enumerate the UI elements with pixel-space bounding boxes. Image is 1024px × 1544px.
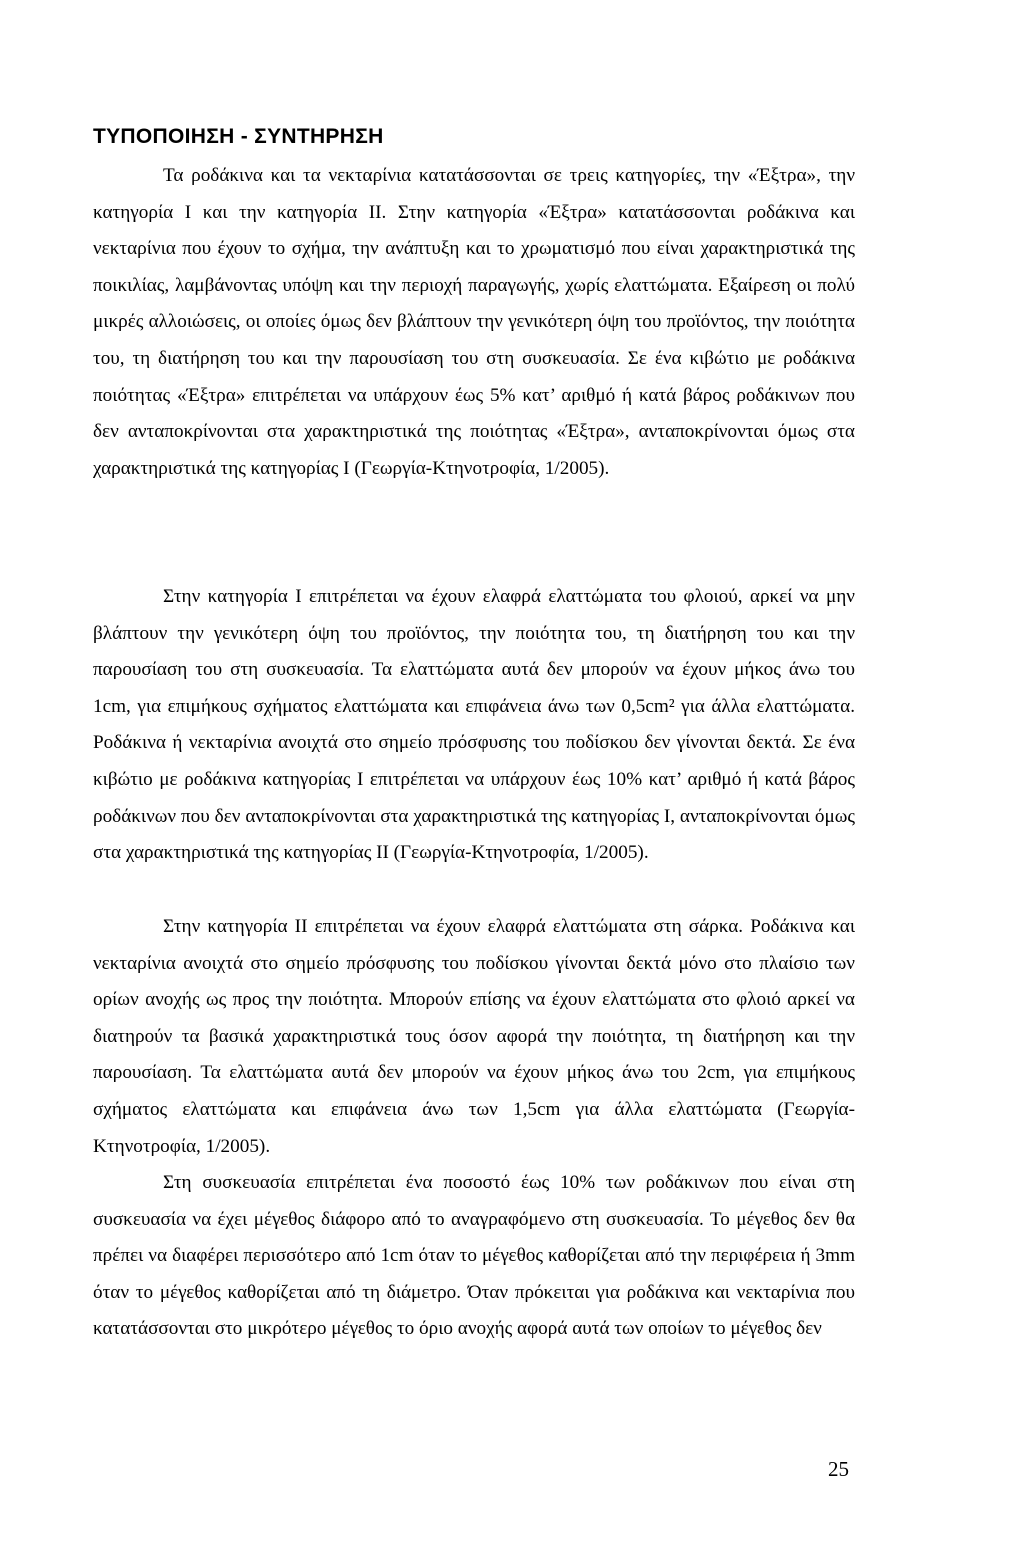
- paragraph-packaging-size: Στη συσκευασία επιτρέπεται ένα ποσοστό έως 10% των ροδάκινων που είναι στη συσκευασία να έχει μέγεθος διάφορο από το αναγραφόμενο στη συσκευασία. Το μέγεθος δεν θα πρέπει να διαφέρει περισσότερο από 1cm όταν το μέγεθος καθορίζεται από την περιφέρεια ή 3mm όταν το μέγεθος καθορίζεται από τη διάμετρο. Όταν πρόκειται για ροδάκινα και νεκταρίνια που κατατάσσονται στο μικρότερο μέγεθος το όριο ανοχής αφορά αυτά των οποίων το μέγεθος δεν: [93, 1172, 855, 1340]
- paragraph-extra-category: Τα ροδάκινα και τα νεκταρίνια κατατάσσονται σε τρεις κατηγορίες, την «Έξτρα», την κατηγορία Ι και την κατηγορία ΙΙ. Στην κατηγορία «Έξτρα» κατατάσσονται ροδάκινα και νεκταρίνια που έχουν το σχήμα, την ανάπτυξη και το χρωματισμό που είναι χαρακτηριστικά της ποικιλίας, λαμβάνοντας υπόψη και την περιοχή παραγωγής, χωρίς ελαττώματα. Εξαίρεση οι πολύ μικρές αλλοιώσεις, οι οποίες όμως δεν βλάπτουν την γενικότερη όψη του προϊόντος, την ποιότητα του, τη διατήρηση του και την παρουσίαση του στη συσκευασία. Σε ένα κιβώτιο με ροδάκινα ποιότητας «Έξτρα» επιτρέπεται να υπάρχουν έως 5% κατ’ αριθμό ή κατά βάρος ροδάκινων που δεν ανταποκρίνονται στα χαρακτηριστικά της ποιότητας «Έξτρα», ανταποκρίνονται όμως στα χαρακτηριστικά της κατηγορίας Ι (Γεωργία-Κτηνοτροφία, 1/2005).: [93, 165, 855, 479]
- paragraph-category-one: Στην κατηγορία Ι επιτρέπεται να έχουν ελαφρά ελαττώματα του φλοιού, αρκεί να μην βλάπτουν την γενικότερη όψη του προϊόντος, την ποιότητα του, τη διατήρηση του και την παρουσίαση του στη συσκευασία. Τα ελαττώματα αυτά δεν μπορούν να έχουν μήκος άνω του 1cm, για επιμήκους σχήματος ελαττώματα και επιφάνεια άνω των 0,5cm² για άλλα ελαττώματα. Ροδάκινα ή νεκταρίνια ανοιχτά στο σημείο πρόσφυσης του ποδίσκου δεν γίνονται δεκτά. Σε ένα κιβώτιο με ροδάκινα κατηγορίας Ι επιτρέπεται να υπάρχουν έως 10% κατ’ αριθμό ή κατά βάρος ροδάκινων που δεν ανταποκρίνονται στα χαρακτηριστικά της κατηγορίας Ι, ανταποκρίνονται όμως στα χαρακτηριστικά της κατηγορίας ΙΙ (Γεωργία-Κτηνοτροφία, 1/2005).: [93, 586, 855, 864]
- page-number: 25: [828, 1457, 849, 1481]
- paragraph-category-two: Στην κατηγορία ΙΙ επιτρέπεται να έχουν ελαφρά ελαττώματα στη σάρκα. Ροδάκινα και νεκταρίνια ανοιχτά στο σημείο πρόσφυσης του ποδίσκου γίνονται δεκτά μόνο στο πλαίσιο των ορίων ανοχής ως προς την ποιότητα. Μπορούν επίσης να έχουν ελαττώματα στο φλοιό αρκεί να διατηρούν τα βασικά χαρακτηριστικά τους όσον αφορά την ποιότητα, τη διατήρηση και την παρουσίαση. Τα ελαττώματα αυτά δεν μπορούν να έχουν μήκος άνω του 2cm, για επιμήκους σχήματος ελαττώματα και επιφάνεια άνω των 1,5cm για άλλα ελαττώματα (Γεωργία-Κτηνοτροφία, 1/2005).: [93, 916, 855, 1157]
- section-heading: ΤΥΠΟΠΟΙΗΣΗ - ΣΥΝΤΗΡΗΣΗ: [93, 125, 384, 148]
